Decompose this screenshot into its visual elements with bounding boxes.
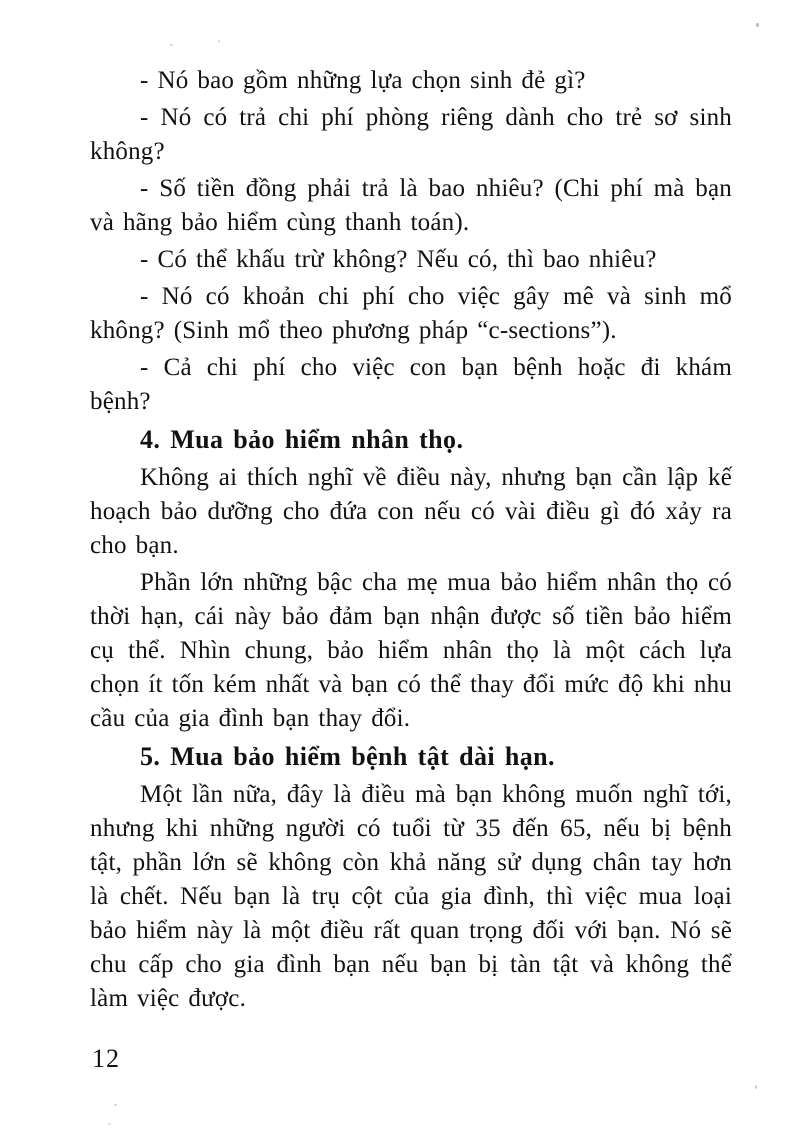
paragraph-disability-insurance: Một lần nữa, đây là điều mà bạn không muốn nghĩ tới, nhưng khi những người có tuổi từ 35 đến 65, nếu bị bệnh tật, phần lớn sẽ không còn khả năng sử dụng chân tay hơn là chết. Nếu bạn là trụ cột của gia đình, thì việc mua loại bảo hiểm này là một điều rất quan trọng đối với bạn. Nó sẽ chu cấp cho gia đình bạn nếu bạn bị tàn tật và không thể làm việc được. [90, 781, 732, 1012]
scan-speck [756, 23, 759, 27]
scan-speck [218, 40, 220, 43]
paragraph-life-insurance-intro: Không ai thích nghĩ về điều này, nhưng bạn cần lập kế hoạch bảo dưỡng cho đứa con nếu có vài điều gì đó xảy ra cho bạn. [90, 464, 732, 559]
scan-speck [114, 1104, 117, 1106]
paragraph-term-life-insurance: Phần lớn những bậc cha mẹ mua bảo hiểm nhân thọ có thời hạn, cái này bảo đảm bạn nhận được số tiền bảo hiểm cụ thể. Nhìn chung, bảo hiểm nhân thọ là một cách lựa chọn ít tốn kém nhất và bạn có thể thay đổi mức độ khi nhu cầu của gia đình bạn thay đổi. [90, 569, 732, 732]
page-number: 12 [92, 1044, 120, 1073]
section-heading-4-life-insurance: 4. Mua bảo hiểm nhân thọ. [140, 425, 464, 454]
section-heading-5-disability-insurance: 5. Mua bảo hiểm bệnh tật dài hạn. [140, 742, 555, 771]
bullet-item-newborn-room: - Nó có trả chi phí phòng riêng dành cho trẻ sơ sinh không? [90, 104, 732, 165]
bullet-item-birth-options: - Nó bao gồm những lựa chọn sinh đẻ gì? [140, 67, 586, 94]
bullet-item-child-sick-visits: - Cả chi phí cho việc con bạn bệnh hoặc đi khám bệnh? [90, 354, 732, 415]
scan-speck [108, 1123, 111, 1125]
bullet-item-anesthesia-csection: - Nó có khoản chi phí cho việc gây mê và sinh mổ không? (Sinh mổ theo phương pháp “c-sections”). [90, 283, 732, 344]
bullet-item-deductible: - Có thể khấu trừ không? Nếu có, thì bao nhiêu? [140, 246, 657, 273]
bullet-item-copay-amount: - Số tiền đồng phải trả là bao nhiêu? (Chi phí mà bạn và hãng bảo hiểm cùng thanh toán). [90, 175, 732, 236]
scan-speck [755, 1085, 757, 1089]
page-content [90, 64, 732, 1019]
scan-speck [170, 44, 173, 46]
